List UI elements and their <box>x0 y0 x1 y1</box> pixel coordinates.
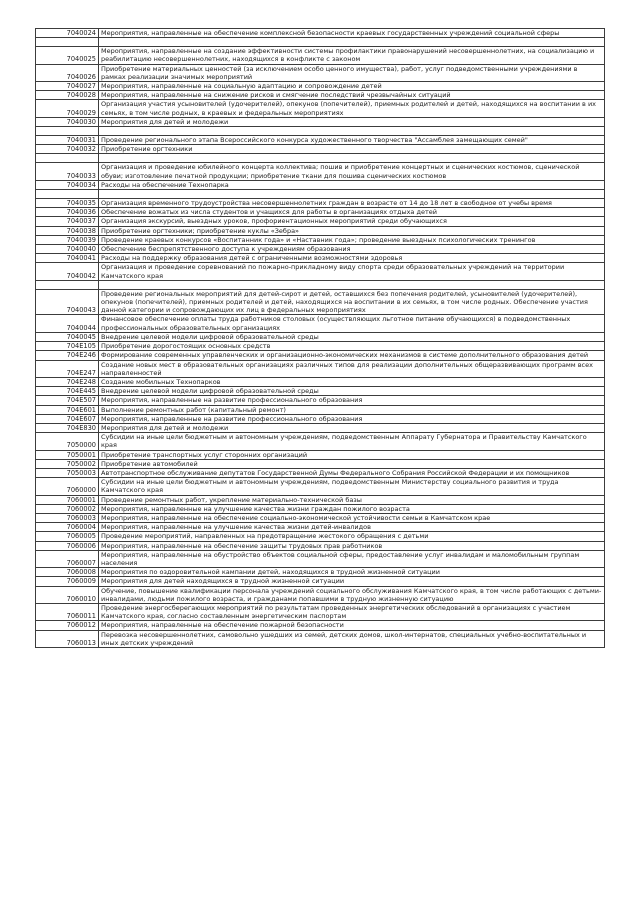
table-row <box>36 263 605 280</box>
row-description-cell: Мероприятия, направленные на социальную адаптацию и сопровождение детей <box>99 82 605 91</box>
row-code-cell: 704E607 <box>36 414 99 423</box>
row-description-cell: Формирование современных управленческих и организационно-экономических механизмов в системе дополнительного образования детей <box>99 351 605 360</box>
row-code-cell: 7040035 <box>36 199 99 208</box>
table-row <box>36 190 605 199</box>
table-row <box>36 495 605 504</box>
table-row <box>36 136 605 145</box>
budget-codes-table <box>35 28 605 648</box>
row-description-cell: Мероприятия, направленные на развитие профессионального образования <box>99 414 605 423</box>
row-description-cell: Приобретение материальных ценностей (за исключением особо ценного имущества), работ, услуг подведомственными учреждениями в рамках реализации значимых мероприятий <box>99 64 605 81</box>
row-description-cell: Мероприятия, направленные на улучшение качества жизни детей-инвалидов <box>99 523 605 532</box>
row-description-cell: Расходы на поддержку образования детей с ограниченными возможностями здоровья <box>99 254 605 263</box>
row-description-cell: Проведение региональных мероприятий для детей-сирот и детей, оставшихся без попечения родителей, усыновителей (удочерителей), опекунов (попечителей), приемных родителей и детей, находящихся на воспитании в их семьях, в том числе родных. Обеспечение участия данной категории и сопровождающих их лиц в федеральных мероприятиях <box>99 289 605 315</box>
row-code-cell: 7040026 <box>36 64 99 81</box>
row-code-cell: 7060006 <box>36 541 99 550</box>
row-code-cell: 7040040 <box>36 245 99 254</box>
table-row <box>36 433 605 450</box>
table-row <box>36 630 605 647</box>
table-row <box>36 532 605 541</box>
row-description-cell: Создание мобильных Технопарков <box>99 377 605 386</box>
row-code-cell: 7060010 <box>36 586 99 603</box>
row-code-cell: 7060000 <box>36 478 99 495</box>
table-row <box>36 396 605 405</box>
table-row <box>36 504 605 513</box>
row-description-cell <box>99 280 605 289</box>
row-description-cell: Проведение ремонтных работ, укрепление материально-технической базы <box>99 495 605 504</box>
row-code-cell: 7060002 <box>36 504 99 513</box>
row-description-cell: Приобретение дорогостоящих основных средств <box>99 342 605 351</box>
row-code-cell <box>36 190 99 199</box>
row-code-cell: 7040037 <box>36 217 99 226</box>
table-row <box>36 199 605 208</box>
table-row <box>36 468 605 477</box>
row-description-cell: Обучение, повышение квалификации персонала учреждений социального обслуживания Камчатского края, в том числе работающих с детьми-инвалидами, людьми пожилого возраста, и гражданами попавшими в трудную жизненную ситуацию <box>99 586 605 603</box>
row-code-cell: 704E246 <box>36 351 99 360</box>
row-code-cell: 7040030 <box>36 117 99 126</box>
row-code-cell: 7060005 <box>36 532 99 541</box>
row-description-cell: Организация и проведение соревнований по пожарно-прикладному виду спорта среди образовательных учреждений на территории Камчатского края <box>99 263 605 280</box>
row-code-cell: 7050003 <box>36 468 99 477</box>
table-row <box>36 289 605 315</box>
row-code-cell: 7040028 <box>36 91 99 100</box>
table-row <box>36 351 605 360</box>
table-row <box>36 621 605 630</box>
table-row <box>36 523 605 532</box>
row-description-cell: Приобретение автомобилей <box>99 459 605 468</box>
row-code-cell: 704E445 <box>36 387 99 396</box>
row-code-cell <box>36 38 99 47</box>
table-row <box>36 29 605 38</box>
row-description-cell: Мероприятия, направленные на создание эффективности системы профилактики правонарушений несовершеннолетних, на социализацию и реабилитацию несовершеннолетних, находящихся в конфликте с законом <box>99 47 605 64</box>
row-description-cell: Приобретение транспортных услуг сторонних организаций <box>99 450 605 459</box>
row-description-cell: Внедрение целевой модели цифровой образовательной среды <box>99 332 605 341</box>
table-row <box>36 414 605 423</box>
row-description-cell: Мероприятия для детей и молодежи <box>99 423 605 432</box>
row-code-cell: 7060007 <box>36 550 99 567</box>
table-row <box>36 47 605 64</box>
row-code-cell: 7040038 <box>36 226 99 235</box>
row-code-cell: 7040044 <box>36 315 99 332</box>
row-description-cell: Субсидии на иные цели бюджетным и автономным учреждениям, подведомственным Аппарату Губернатора и Правительству Камчатского края <box>99 433 605 450</box>
row-description-cell: Создание новых мест в образовательных организациях различных типов для реализации дополнительных общеразвивающих программ всех направленностей <box>99 360 605 377</box>
table-row <box>36 387 605 396</box>
row-description-cell: Мероприятия для детей находящихся в трудной жизненной ситуации <box>99 577 605 586</box>
row-code-cell: 7040031 <box>36 136 99 145</box>
row-description-cell: Мероприятия, направленные на улучшение качества жизни граждан пожилого возраста <box>99 504 605 513</box>
row-code-cell <box>36 127 99 136</box>
table-row <box>36 245 605 254</box>
row-description-cell: Субсидии на иные цели бюджетным и автономным учреждениям, подведомственным Министерству социального развития и труда Камчатского края <box>99 478 605 495</box>
table-row <box>36 459 605 468</box>
row-description-cell: Перевозка несовершеннолетних, самовольно ушедших из семей, детских домов, школ-интернатов, специальных учебно-воспитательных и иных детских учреждений <box>99 630 605 647</box>
row-description-cell: Организация временного трудоустройства несовершеннолетних граждан в возрасте от 14 до 18 лет в свободное от учебы время <box>99 199 605 208</box>
row-code-cell: 7040033 <box>36 163 99 180</box>
table-row <box>36 342 605 351</box>
row-description-cell: Проведение краевых конкурсов «Воспитанник года» и «Наставник года»; проведение выездных психологических тренингов <box>99 235 605 244</box>
table-row <box>36 377 605 386</box>
row-description-cell: Организация экскурсий, выездных уроков, профориентационных мероприятий среди обучающихся <box>99 217 605 226</box>
row-description-cell <box>99 38 605 47</box>
row-code-cell <box>36 280 99 289</box>
row-code-cell: 7040039 <box>36 235 99 244</box>
row-code-cell: 7060012 <box>36 621 99 630</box>
row-description-cell: Мероприятия, направленные на обустройство объектов социальной сферы, предоставление услуг инвалидам и маломобильным группам населения <box>99 550 605 567</box>
row-description-cell: Мероприятия, направленные на обеспечение пожарной безопасности <box>99 621 605 630</box>
row-description-cell: Организация участия усыновителей (удочерителей), опекунов (попечителей), приемных родителей и детей, находящихся на воспитании в их семьях, в том числе родных, в краевых и федеральных мероприятиях <box>99 100 605 117</box>
row-description-cell: Внедрение целевой модели цифровой образовательной среды <box>99 387 605 396</box>
row-description-cell: Мероприятия по оздоровительной кампании детей, находящихся в трудной жизненной ситуации <box>99 568 605 577</box>
row-description-cell: Мероприятия, направленные на обеспечение защиты трудовых прав работников <box>99 541 605 550</box>
table-row <box>36 450 605 459</box>
row-description-cell: Проведение энергосберегающих мероприятий по результатам проведенных энергетических обследований в организациях с участием Камчатского края, согласно составленным энергетическим паспортам <box>99 603 605 620</box>
table-row <box>36 423 605 432</box>
table-row <box>36 145 605 154</box>
table-row <box>36 154 605 163</box>
table-row <box>36 38 605 47</box>
table-row <box>36 163 605 180</box>
row-description-cell: Финансовое обеспечение оплаты труда работников столовых (осуществляющих льготное питание обучающихся) в подведомственных профессиональных образовательных организациях <box>99 315 605 332</box>
row-description-cell: Мероприятия, направленные на обеспечение социально-экономической устойчивости семьи в Камчатском крае <box>99 513 605 522</box>
row-code-cell: 704E830 <box>36 423 99 432</box>
row-code-cell: 7040025 <box>36 47 99 64</box>
row-code-cell: 7050001 <box>36 450 99 459</box>
table-row <box>36 117 605 126</box>
row-description-cell <box>99 154 605 163</box>
row-code-cell <box>36 154 99 163</box>
table-row <box>36 127 605 136</box>
row-code-cell: 7040042 <box>36 263 99 280</box>
table-row <box>36 82 605 91</box>
table-row <box>36 332 605 341</box>
row-description-cell: Приобретение оргтехники <box>99 145 605 154</box>
row-description-cell: Расходы на обеспечение Технопарка <box>99 180 605 189</box>
table-row <box>36 100 605 117</box>
row-code-cell: 7060001 <box>36 495 99 504</box>
table-row <box>36 64 605 81</box>
row-code-cell: 704E248 <box>36 377 99 386</box>
table-row <box>36 541 605 550</box>
row-description-cell <box>99 190 605 199</box>
row-code-cell: 7050000 <box>36 433 99 450</box>
row-description-cell: Приобретение оргтехники; приобретение куклы «Зебра» <box>99 226 605 235</box>
table-row <box>36 405 605 414</box>
row-description-cell: Проведение мероприятий, направленных на предотвращение жестокого обращения с детьми <box>99 532 605 541</box>
row-code-cell: 7040034 <box>36 180 99 189</box>
row-description-cell: Мероприятия, направленные на развитие профессионального образования <box>99 396 605 405</box>
row-code-cell: 7040024 <box>36 29 99 38</box>
table-row <box>36 577 605 586</box>
row-description-cell: Обеспечение вожатых из числа студентов и учащихся для работы в организациях отдыха детей <box>99 208 605 217</box>
table-row <box>36 217 605 226</box>
table-row <box>36 235 605 244</box>
table-row <box>36 180 605 189</box>
row-code-cell: 7060011 <box>36 603 99 620</box>
table-row <box>36 280 605 289</box>
row-code-cell: 7060008 <box>36 568 99 577</box>
row-description-cell: Выполнение ремонтных работ (капитальный ремонт) <box>99 405 605 414</box>
row-code-cell: 7060004 <box>36 523 99 532</box>
table-row <box>36 603 605 620</box>
row-description-cell: Обеспечение беспрепятственного доступа к учреждениям образования <box>99 245 605 254</box>
row-code-cell: 7060009 <box>36 577 99 586</box>
row-code-cell: 7060003 <box>36 513 99 522</box>
table-row <box>36 513 605 522</box>
row-code-cell: 7050002 <box>36 459 99 468</box>
row-code-cell: 7040029 <box>36 100 99 117</box>
row-code-cell: 7040041 <box>36 254 99 263</box>
row-code-cell: 7040036 <box>36 208 99 217</box>
table-row <box>36 254 605 263</box>
row-code-cell: 7040027 <box>36 82 99 91</box>
row-code-cell: 704E507 <box>36 396 99 405</box>
row-description-cell: Мероприятия, направленные на снижение рисков и смягчение последствий чрезвычайных ситуаций <box>99 91 605 100</box>
row-description-cell: Мероприятия, направленные на обеспечение комплексной безопасности краевых государственных учреждений социальной сферы <box>99 29 605 38</box>
table-body <box>36 29 605 648</box>
row-code-cell: 704E601 <box>36 405 99 414</box>
row-description-cell <box>99 127 605 136</box>
row-description-cell: Автотранспортное обслуживание депутатов Государственной Думы Федерального Собрания Российской Федерации и их помощников <box>99 468 605 477</box>
row-code-cell: 7040045 <box>36 332 99 341</box>
table-row <box>36 568 605 577</box>
table-row <box>36 360 605 377</box>
row-code-cell: 7040032 <box>36 145 99 154</box>
row-description-cell: Организация и проведение юбилейного концерта коллектива; пошив и приобретение концертных и сценических костюмов, сценической обуви; изготовление печатной продукции; приобретение ткани для пошива сценических костюмов <box>99 163 605 180</box>
table-row <box>36 586 605 603</box>
row-code-cell: 7040043 <box>36 289 99 315</box>
table-row <box>36 226 605 235</box>
table-row <box>36 91 605 100</box>
row-code-cell: 7060013 <box>36 630 99 647</box>
row-description-cell: Мероприятия для детей и молодежи <box>99 117 605 126</box>
table-row <box>36 478 605 495</box>
table-row <box>36 208 605 217</box>
row-description-cell: Проведение регионального этапа Всероссийского конкурса художественного творчества "Ассамблея замещающих семей" <box>99 136 605 145</box>
table-row <box>36 315 605 332</box>
row-code-cell: 704E105 <box>36 342 99 351</box>
row-code-cell: 704E247 <box>36 360 99 377</box>
table-row <box>36 550 605 567</box>
